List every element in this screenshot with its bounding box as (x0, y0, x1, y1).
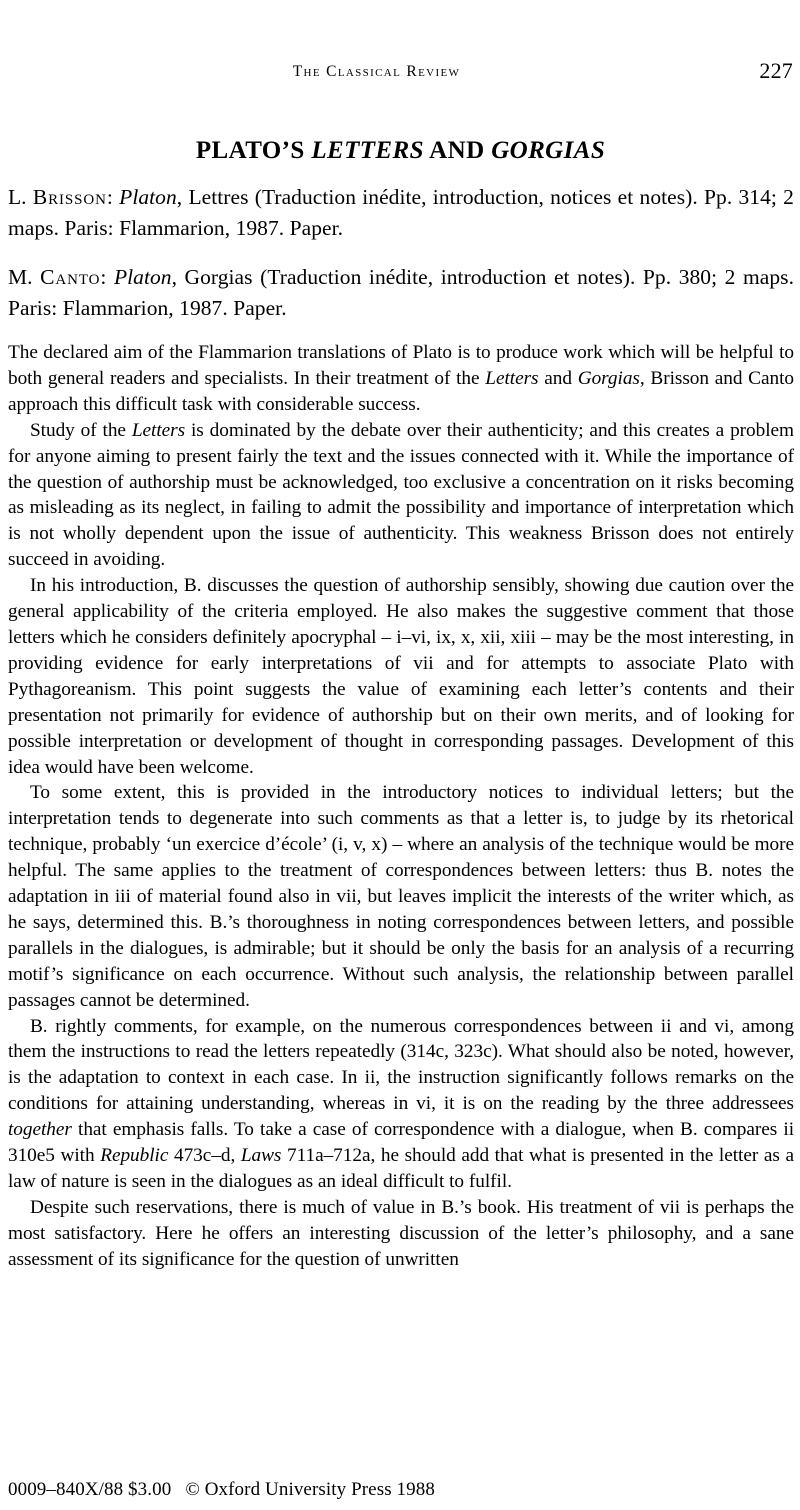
article-title (8, 135, 793, 167)
body-text-run: The declared aim of the Flammarion translations of Plato is to produce work which will be helpful to both general readers and specialists. In their treatment of the (8, 342, 794, 389)
author-initial: L. (8, 185, 33, 209)
citation-details: , Gorgias (Traduction inédite, introduction et notes). Pp. 380; 2 maps. Paris: Flammarion, 1987. Paper. (8, 265, 794, 320)
body-text-run: Despite such reservations, there is much of value in B.’s book. His treatment of vii is perhaps the most satisfactory. Here he offers an interesting discussion of the letter’s philosophy, and a sane assessment of its significance for the question of unwritten (8, 1196, 794, 1270)
body-text-run: that emphasis falls. To take a case of correspondence with a dialogue, when B. compares ii 310e5 with (8, 1119, 794, 1167)
body-paragraph (8, 418, 794, 573)
body-paragraph (8, 1014, 794, 1195)
body-paragraph (8, 780, 794, 1013)
issn-price: 0009–840X/88 $3.00 (8, 1479, 172, 1500)
citation-work-title: Platon (119, 185, 177, 209)
author-initial: M. (8, 265, 41, 289)
copyright-line: © Oxford University Press 1988 (185, 1479, 435, 1500)
italic-title: together (8, 1119, 72, 1141)
body-text-run: In his introduction, B. discusses the question of authorship sensibly, showing due caution over the general applicability of the criteria employed. He also makes the suggestive comment that those letters which he considers definitely apocryphal – i–vi, ix, x, xii, xiii – may be the most interesting, in providing evidence for early interpretations of vii and for attempts to associate Plato with Pythagoreanism. This point suggests the value of examining each letter’s contents and their presentation not primarily for evidence of authorship but on their own merits, and of looking for possible interpretation or development of thought in corresponding passages. Development of this idea would have been welcome. (8, 575, 794, 778)
citation-details: , Lettres (Traduction inédite, introduction, notices et notes). Pp. 314; 2 maps. Paris: Flammarion, 1987. Paper. (8, 185, 794, 240)
running-head (8, 58, 793, 86)
body-paragraph (8, 573, 794, 780)
footer-imprint (8, 1478, 435, 1502)
body-text-run: Study of the (30, 419, 132, 441)
article-title-work-two: GORGIAS (491, 136, 606, 164)
italic-title: Letters (485, 367, 539, 389)
article-title-middle: AND (423, 136, 492, 164)
body-text-run: To some extent, this is provided in the introductory notices to individual letters; but the interpretation tends to degenerate into such comments as that a letter is, to judge by its rhetorical technique, probably ‘un exercice d’école’ (i, v, x) – where an analysis of the technique would be more helpful. The same applies to the treatment of correspondences between letters: thus B. notes the adaptation in iii of material found also in vii, but leaves implicit the interests of the writer which, as he says, determined this. B.’s thoroughness in noting correspondences between letters, and possible parallels in the dialogues, is admirable; but it should be only the basis for an analysis of a recurring motif’s significance on each occurrence. Without such analysis, the relationship between parallel passages cannot be determined. (8, 782, 794, 1011)
body-text-run: and (538, 367, 578, 389)
page-number: 227 (759, 58, 793, 83)
citation-block (8, 182, 794, 324)
italic-title: Letters (131, 419, 186, 441)
italic-title: Laws (240, 1145, 282, 1167)
citation-entry (8, 262, 794, 324)
citation-entry (8, 182, 794, 244)
review-body (8, 340, 794, 1273)
body-text-run: 711a–712a, he should add that what is presented in the letter as a law of nature is seen in the dialogues as an ideal difficult to fulfil. (8, 1145, 794, 1192)
italic-title: Republic (100, 1145, 169, 1167)
body-paragraph (8, 1195, 794, 1273)
body-paragraph (8, 340, 794, 418)
article-title-before: PLATO’S (195, 136, 312, 164)
italic-title: Gorgias (577, 367, 640, 389)
body-text-run: is dominated by the debate over their authenticity; and this creates a problem for anyone aiming to present fairly the text and the issues connected with it. While the importance of the question of authorship must be acknowledged, too exclusive a concentration on it risks becoming as misleading as its neglect, in failing to admit the possibility and importance of interpretation which is not wholly dependent upon the issue of authenticity. This weakness Brisson does not entirely succeed in avoiding. (8, 419, 794, 571)
citation-work-title: Platon (113, 265, 172, 289)
citation-colon: : (106, 185, 120, 209)
body-text-run: B. rightly comments, for example, on the numerous correspondences between ii and vi, among them the instructions to read the letters repeatedly (314c, 323c). What should also be noted, however, is the adaptation to context in each case. In ii, the instruction significantly follows remarks on the conditions for attaining understanding, whereas in vi, it is on the reading by the three addressees (8, 1015, 794, 1115)
author-surname: Canto (40, 265, 101, 289)
citation-colon: : (100, 265, 114, 289)
author-surname: Brisson (32, 185, 107, 209)
body-text-run: , Brisson and Canto approach this difficult task with considerable success. (8, 367, 794, 415)
journal-name: The Classical Review (292, 63, 461, 80)
article-title-work-one: LETTERS (311, 136, 424, 164)
body-text-run: 473c–d, (168, 1145, 241, 1167)
